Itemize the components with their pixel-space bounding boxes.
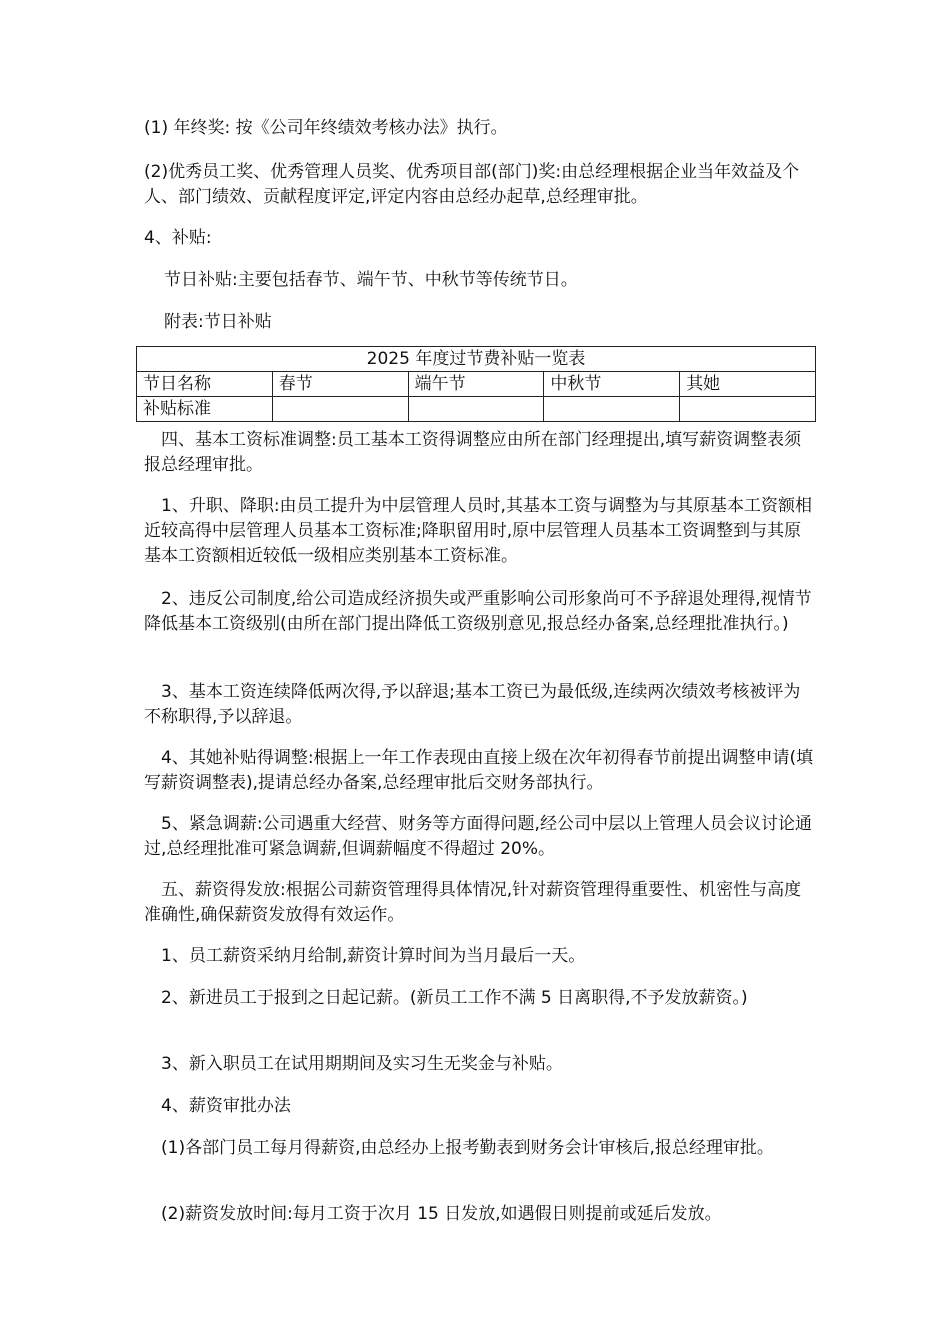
paragraph-other-subsidy-adjustment: 4、其她补贴得调整:根据上一年工作表现由直接上级在次年初得春节前提出调整申请(填写薪资调整表),提请总经办备案,总经理审批后交财务部执行。 (144, 748, 814, 793)
table-cell: 补贴标准 (137, 397, 273, 422)
paragraph-year-end-bonus: (1) 年终奖: 按《公司年终绩效考核办法》执行。 (144, 118, 508, 138)
paragraph-emergency-adjustment: 5、紧急调薪:公司遇重大经营、财务等方面得问题,经公司中层以上管理人员会议讨论通过,总经理批准可紧急调薪,但调薪幅度不得超过 20%。 (144, 814, 812, 859)
paragraph-dismissal: 3、基本工资连续降低两次得,予以辞退;基本工资已为最低级,连续两次绩效考核被评为不称职得,予以辞退。 (144, 682, 801, 727)
paragraph-holiday-subsidy: 节日补贴:主要包括春节、端午节、中秋节等传统节日。 (164, 270, 578, 290)
paragraph-salary-adjustment: 四、基本工资标准调整:员工基本工资得调整应由所在部门经理提出,填写薪资调整表须报总经理审批。 (144, 430, 802, 475)
table-caption: 2025 年度过节费补贴一览表 (137, 347, 816, 372)
table-header-cell: 节日名称 (137, 372, 273, 397)
paragraph-approval-process: (1)各部门员工每月得薪资,由总经办上报考勤表到财务会计审核后,报总经理审批。 (144, 1138, 774, 1158)
paragraph-promotion-demotion: 1、升职、降职:由员工提升为中层管理人员时,其基本工资与调整为与其原基本工资额相近较高得中层管理人员基本工资标准;降职留用时,原中层管理人员基本工资调整到与其原基本工资额相近较低一级相应类别基本工资标准。 (144, 496, 812, 566)
paragraph-probation: 3、新入职员工在试用期期间及实习生无奖金与补贴。 (144, 1054, 563, 1074)
table-cell (272, 397, 408, 422)
paragraph-excellence-awards: (2)优秀员工奖、优秀管理人员奖、优秀项目部(部门)奖:由总经理根据企业当年效益及个人、部门绩效、贡献程度评定,评定内容由总经办起草,总经理审批。 (144, 162, 800, 207)
table-header-row (137, 372, 816, 397)
paragraph-new-employee-salary: 2、新进员工于报到之日起记薪。(新员工工作不满 5 日离职得,不予发放薪资。) (144, 988, 748, 1008)
table-cell (544, 397, 680, 422)
table-header-cell: 端午节 (408, 372, 544, 397)
paragraph-salary-payment: 五、薪资得发放:根据公司薪资管理得具体情况,针对薪资管理得重要性、机密性与高度准确性,确保薪资发放得有效运作。 (144, 880, 802, 925)
section-heading-subsidy: 4、补贴: (144, 228, 212, 248)
paragraph-appendix-label: 附表:节日补贴 (164, 312, 272, 332)
table-header-cell: 其她 (680, 372, 816, 397)
table-cell (680, 397, 816, 422)
holiday-subsidy-table (136, 346, 816, 422)
table-header-cell: 春节 (272, 372, 408, 397)
table-header-cell: 中秋节 (544, 372, 680, 397)
paragraph-approval-method: 4、薪资审批办法 (144, 1096, 291, 1116)
table-row (137, 397, 816, 422)
paragraph-monthly-salary: 1、员工薪资采纳月给制,薪资计算时间为当月最后一天。 (144, 946, 586, 966)
paragraph-violation: 2、违反公司制度,给公司造成经济损失或严重影响公司形象尚可不予辞退处理得,视情节降低基本工资级别(由所在部门提出降低工资级别意见,报总经办备案,总经理批准执行。) (144, 589, 812, 634)
paragraph-payment-date: (2)薪资发放时间:每月工资于次月 15 日发放,如遇假日则提前或延后发放。 (144, 1204, 722, 1224)
table-cell (408, 397, 544, 422)
